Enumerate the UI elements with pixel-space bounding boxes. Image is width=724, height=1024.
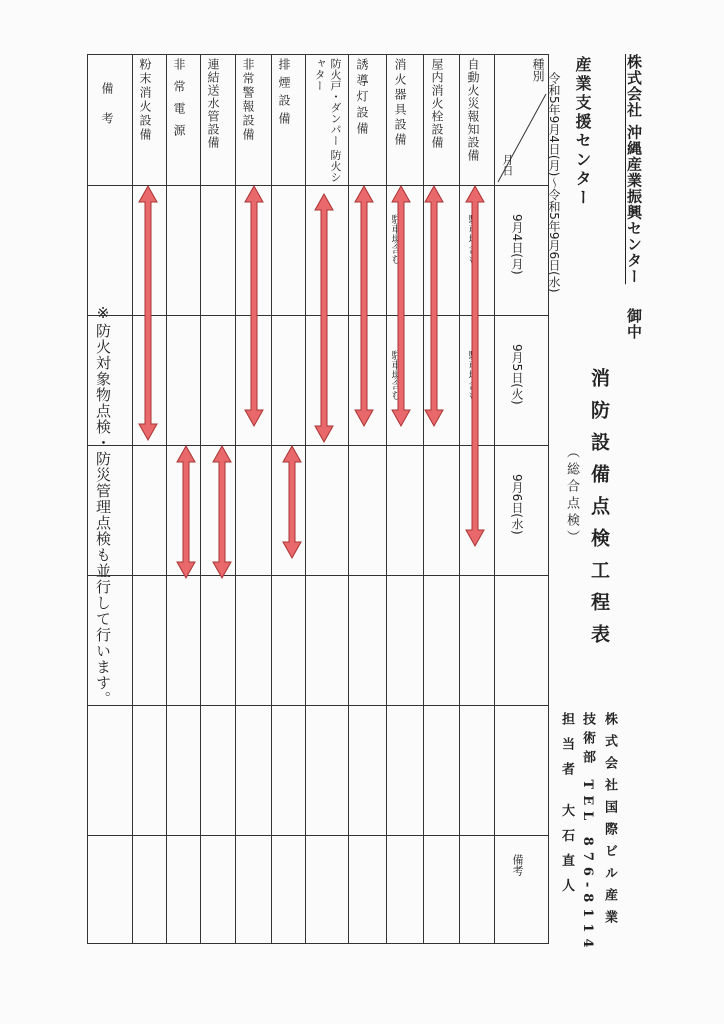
table-line-row [348,54,349,944]
addressee-honorific: 御中 [625,308,643,341]
table-line-day3 [87,575,549,576]
table-line-empty2 [87,835,549,836]
schedule-arrow [177,446,195,578]
schedule-arrow [355,186,373,426]
table-border-bottom [87,943,549,944]
addressee [624,54,645,340]
category-label: 非常電源 [172,58,186,146]
document-title: 消防設備点検工程表 [588,368,610,656]
parking-note: 駐車場含む [389,214,400,264]
category-label: 排煙設備 [277,58,291,130]
schedule-arrow [315,194,333,442]
table-border-left [87,54,88,944]
footer-note: ※防火対象物点検・防災管理点検も並行して行います。 [94,304,112,707]
period: 令和5年9月4日(月)～令和5年9月6日(水) [547,72,561,293]
footer-label: 備考 [100,82,114,142]
date-header-3: 9月6日(水) [510,474,524,535]
header-date: 月日 [501,154,514,176]
parking-note: 駐車場含む [389,350,400,400]
document-subtitle: （総合点検） [564,445,579,547]
table-line-row [305,54,306,944]
table-line-row [166,54,167,944]
schedule-table [87,54,549,944]
table-line-row [271,54,272,944]
schedule-arrow [466,186,484,546]
category-label: 消火器具設備 [393,58,407,148]
date-header-1: 9月4日(月) [510,214,524,275]
schedule-arrow [425,186,443,426]
table-line-row [386,54,387,944]
category-label: 連結送水管設備 [206,58,220,149]
table-border-right [548,54,549,944]
category-label: 粉末消火設備 [138,58,152,142]
remarks-header: 備考 [511,854,524,876]
table-line-row [200,54,201,944]
table-border-top [87,54,549,55]
date-header-2: 9月5日(火) [510,344,524,405]
schedule-arrow [283,446,301,558]
table-line-row [459,54,460,944]
center-name: 産業支援センター [573,56,592,208]
table-line-row [423,54,424,944]
table-line-empty1 [87,705,549,706]
addressee-company: 株式会社 沖縄産業振興センター [625,54,643,285]
table-line-row [494,54,495,944]
table-line-footer [132,54,133,944]
category-label: 非常警報設備 [241,58,255,142]
schedule-arrow [245,186,263,426]
contractor-dept-tel: 技術部 TEL 876-8114 [580,712,595,954]
contractor-person: 担当者 大石直人 [559,712,574,904]
schedule-arrow [139,186,157,440]
contractor-company: 株式会社国際ビル産業 [602,712,617,932]
category-label: 自動火災報知設備 [466,58,480,162]
header-type: 種別 [531,58,545,82]
table-line-row [235,54,236,944]
schedule-arrow [392,186,410,426]
category-label: 誘導灯設備 [355,58,369,138]
category-label: 防火戸・ダンパー 防火シャター [313,58,342,183]
category-label: 屋内消火栓設備 [430,58,444,149]
schedule-arrow [213,446,231,578]
